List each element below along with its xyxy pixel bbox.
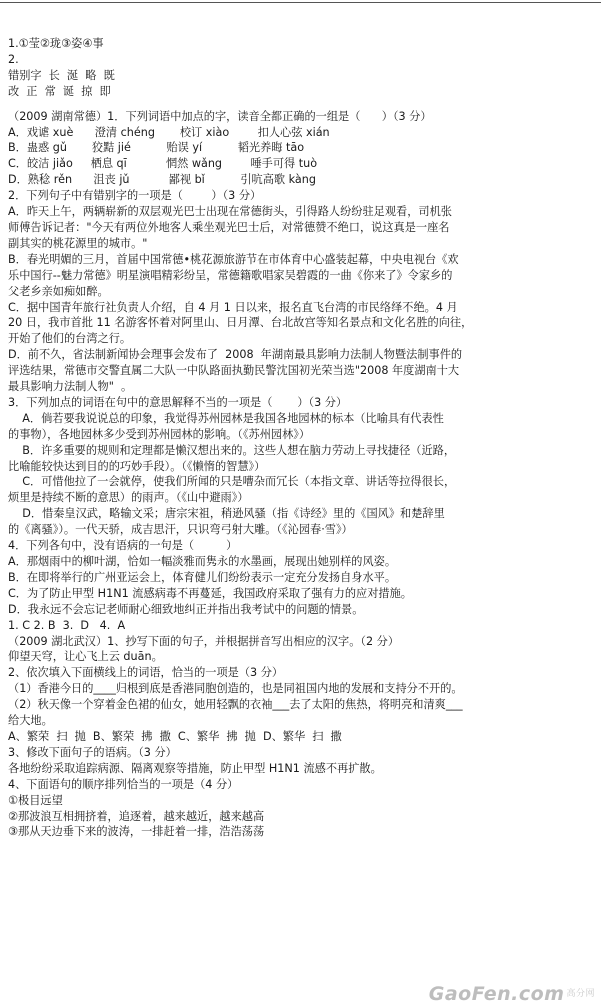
option-line: C．为了防止甲型 H1N1 流感病毒不再蔓延，我国政府采取了强有力的应对措施。 — [8, 586, 412, 600]
text-line: 各地纷纷采取追踪病源、隔离观察等措施，防止甲型 H1N1 流感不再扩散。 — [8, 761, 382, 775]
section-heading: （2009 湖南常德）1．下列词语中加点的字，读音全都正确的一组是（ ）（3 分） — [8, 109, 432, 123]
text-line: 副其实的桃花源里的城市。" — [8, 236, 148, 250]
question-line: 3、修改下面句子的语病。（3 分） — [8, 745, 177, 759]
option-line: C．皎洁 jiǎo 栖息 qī 惘然 wǎng 唾手可得 tuò — [8, 157, 318, 171]
option-line: A、繁荣 扫 抛 B、繁荣 拂 撒 C、繁华 拂 抛 D、繁华 扫 撒 — [8, 729, 342, 743]
text-line: C．可惜他拉了一会就停，使我们所闻的只是嘈杂而冗长（本指文章、讲话等拉得很长， — [8, 475, 456, 489]
text-line: B．许多重要的规则和定理都是懒汉想出来的。这些人想在脑力劳动上寻找捷径（近路， — [8, 443, 456, 457]
text-line: C．据中国青年旅行社负责人介绍，自 4 月 1 日以来，报名直飞台湾的市民络绎不绝。4 月 — [8, 300, 458, 314]
option-line: A．那烟雨中的柳叶湖，恰如一幅淡雅而隽永的水墨画，展现出她别样的风姿。 — [8, 555, 397, 568]
text-line: （1）香港今日的____归根到底是香港同胞创造的，也是同祖国内地的发展和支持分不开的。 — [8, 682, 463, 696]
text-line: 给大地。 — [8, 714, 53, 728]
text-line: B．春光明媚的三月，首届中国常德•桃花源旅游节在市体育中心盛装起幕，中央电视台《欢 — [8, 252, 459, 266]
text-line: 评选结果，常德市交警直属二大队一中队路面执勤民警沈国初光荣当选"2008 年度湖南十大 — [8, 364, 460, 378]
watermark-brand: GaoFen.com — [428, 983, 565, 1006]
top-rule — [0, 2, 601, 3]
answer-line: 1.①莹②珑③姿④事 — [8, 37, 104, 50]
answer-key: 1. C 2. B 3. D 4. A — [8, 618, 126, 632]
text-line: ②那波浪互相拥挤着，追逐着，越来越近，越来越高 — [8, 809, 265, 823]
option-line: A．戏谑 xuè 澄清 chéng 校订 xiào 扣人心弦 xián — [8, 125, 330, 139]
text-line: D．惜秦皇汉武，略输文采；唐宗宋祖，稍逊风骚（指《诗经》里的《国风》和楚辞里 — [8, 507, 445, 521]
question-line: 3．下列加点的词语在句中的意思解释不当的一项是（ ）（3 分） — [8, 395, 348, 409]
question-line: 4、下面语句的顺序排列恰当的一项是（4 分） — [8, 777, 239, 791]
section-heading: （2009 湖北武汉）1、抄写下面的句子，并根据拼音写出相应的汉字。（2 分） — [8, 634, 400, 648]
text-line: 烦里是持续不断的意思）的雨声。（《山中避雨》） — [8, 491, 249, 505]
question-line: 4．下列各句中，没有语病的一句是（ ） — [8, 539, 238, 553]
watermark-logo — [428, 983, 595, 1006]
question-line: 2．下列句子中有错别字的一项是（ ）（3 分） — [8, 189, 262, 203]
text-line: A．昨天上午，两辆崭新的双层观光巴士出现在常德街头，引得路人纷纷驻足观看，司机张 — [8, 205, 452, 219]
text-line: 最具影响力法制人物" 。 — [8, 380, 133, 394]
text-line: 师傅告诉记者："今天有两位外地客人乘坐观光巴士后，对常德赞不绝口，说这真是一座名 — [8, 220, 450, 234]
document-body — [8, 36, 596, 840]
text-line: 的《离骚》）。一代天骄，成吉思汗，只识弯弓射大雕。（《沁园春·雪》） — [8, 523, 353, 537]
text-line: D．前不久，省法制新闻协会理事会发布了 2008 年湖南最具影响力法制人物暨法制事件的 — [8, 348, 463, 362]
text-line: 的事物），各地园林多少受到苏州园林的影响。（《苏州园林》） — [8, 427, 311, 441]
text-line: ①极目远望 — [8, 793, 63, 807]
text-line: 父老乡亲如痴如醉。 — [8, 284, 109, 298]
text-line: （2）秋天像一个穿着金色裙的仙女，她用轻飘的衣袖___去了太阳的焦热，将明亮和清爽___ — [8, 698, 463, 712]
answer-line: 改 正 常 诞 掠 即 — [8, 84, 111, 98]
option-line: D．熟稔 rěn 沮丧 jǔ 鄙视 bǐ 引吭高歌 kàng — [8, 173, 316, 187]
text-line: A．倘若要我说说总的印象，我觉得苏州园林是我国各地园林的标本（比喻具有代表性 — [8, 411, 444, 425]
option-line: D．我永远不会忘记老师耐心细致地纠正并指出我考试中的问题的情景。 — [8, 602, 364, 616]
text-line: 乐中国行--魅力常德》明星演唱精彩纷呈，常德籍歌唱家吴碧霞的一曲《你来了》令家乡的 — [8, 268, 453, 282]
option-line: B．蛊惑 gǔ 狡黠 jié 贻误 yí 韬光养晦 tāo — [8, 141, 305, 155]
option-line: B．在即将举行的广州亚运会上，体育健儿们纷纷表示一定充分发扬自身水平。 — [8, 570, 397, 584]
text-line: ③那从天边垂下来的波涛，一排赶着一排，浩浩荡荡 — [8, 825, 265, 839]
text-line: 仰望天穹，让心飞上云 duān。 — [8, 650, 163, 664]
text-line: 比喻能较快达到目的的巧妙手段）。（《懒惰的智慧》） — [8, 459, 266, 473]
answer-line: 2. — [8, 52, 19, 66]
question-line: 2、依次填入下面横线上的词语，恰当的一项是（3 分） — [8, 666, 284, 680]
text-line: 20 日，我市首批 11 名游客怀着对阿里山、日月潭、台北故宫等知名景点和文化名胜的向往， — [8, 316, 473, 330]
text-line: 开始了他们的台湾之行。 — [8, 332, 132, 346]
answer-line: 错别字 长 涎 略 既 — [8, 68, 115, 82]
watermark-sub: 高分网 — [566, 989, 595, 1000]
